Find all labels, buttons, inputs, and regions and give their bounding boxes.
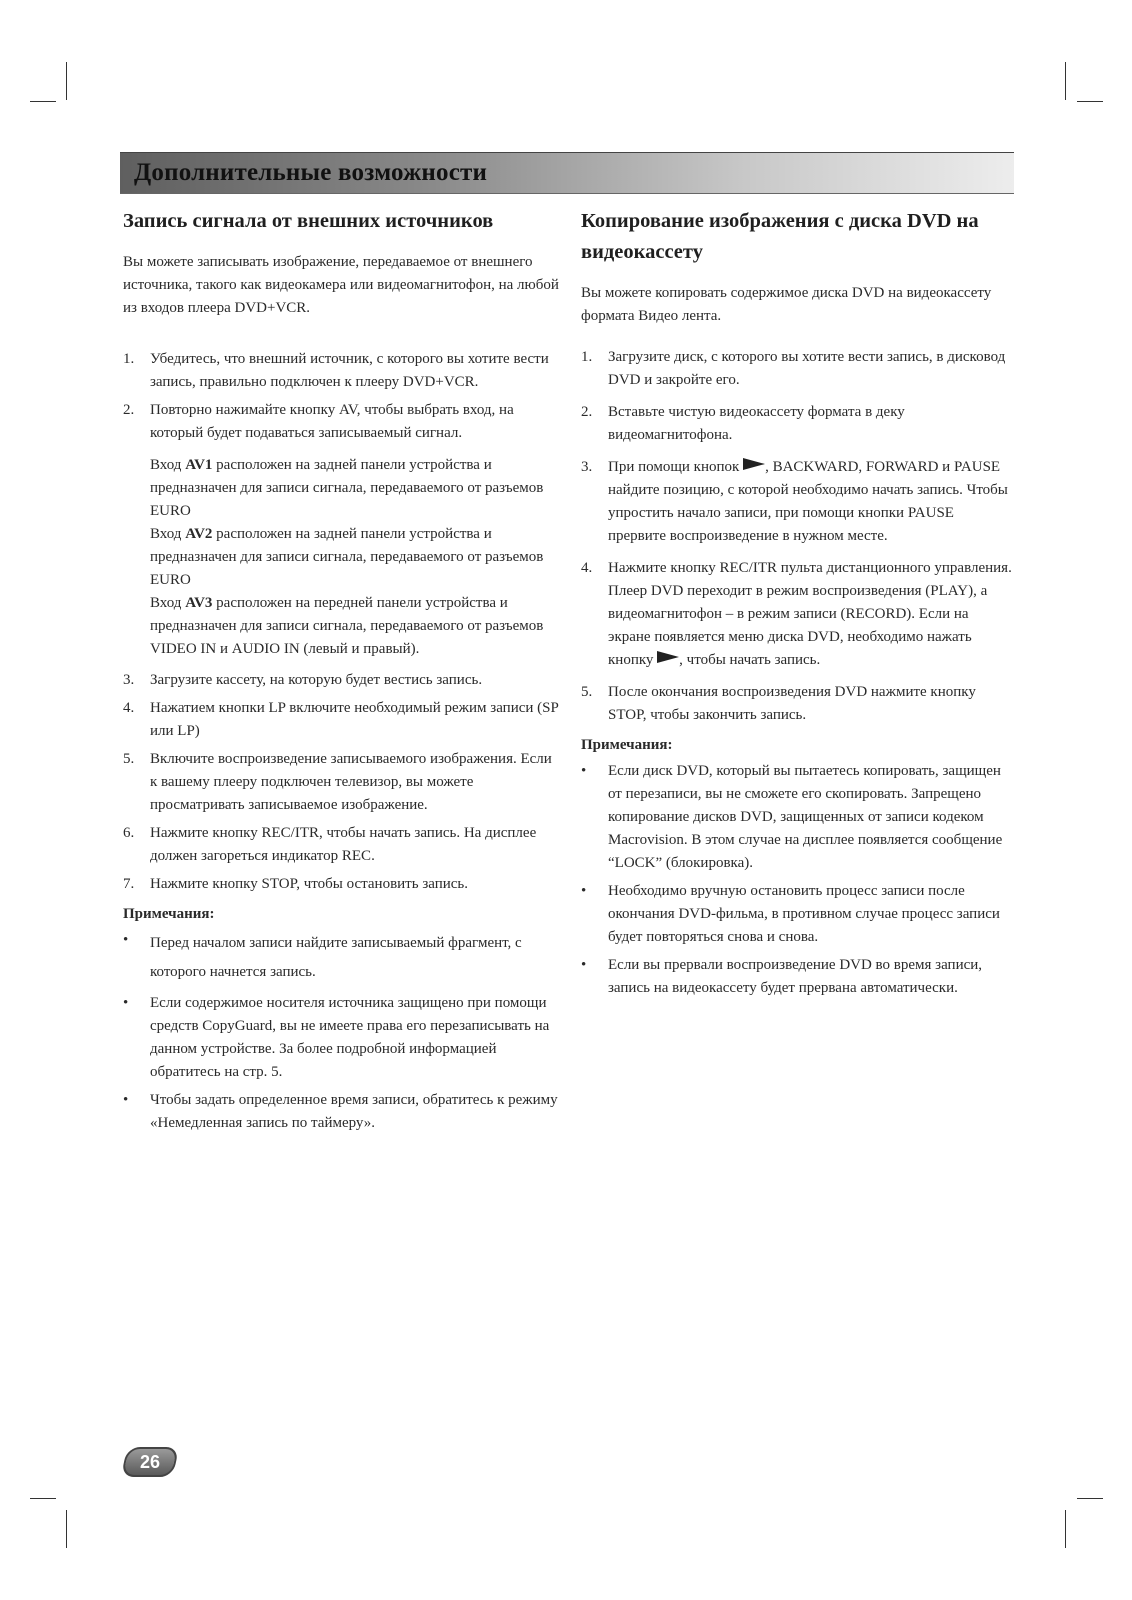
step-number: 4. — [123, 700, 135, 716]
note-item — [123, 929, 561, 987]
step-item — [123, 399, 561, 445]
step-item — [123, 822, 561, 868]
step-number: 5. — [123, 751, 135, 767]
right-steps — [581, 346, 1013, 727]
input-av3: Вход AV3 расположен на передней панели устройства и предназначен для записи сигнала, передаваемого от разъемов VIDEO IN и AUDIO IN (левый и правый). — [150, 595, 544, 657]
step-item — [123, 697, 561, 743]
input-av2: Вход AV2 расположен на задней панели устройства и предназначен для записи сигнала, передаваемого от разъемов EURO — [150, 526, 544, 588]
step-text: Загрузите диск, с которого вы хотите вести запись, в дисковод DVD и закройте его. — [608, 349, 1006, 388]
note-text: Если диск DVD, который вы пытаетесь копировать, защищен от перезаписи, вы не сможете его скопировать. Запрещено копирование дисков DVD, защищенных от записи кодеком Macrovision. В этом случае на дисплее появляется сообщение “LOCK” (блокировка). — [608, 763, 1003, 871]
bullet-icon: • — [123, 995, 129, 1011]
note-text: Если содержимое носителя источника защищено при помощи средств CopyGuard, вы не имеете права его перезаписывать на данном устройстве. За более подробной информацией обратитесь на стр. 5. — [150, 995, 550, 1080]
step-text: Загрузите кассету, на которую будет вестись запись. — [150, 672, 483, 688]
step-item — [581, 681, 1013, 727]
step-number: 2. — [123, 402, 135, 418]
note-text: Перед началом записи найдите записываемый фрагмент, с которого начнется запись. — [150, 935, 522, 980]
right-notes — [581, 760, 1013, 1000]
right-heading: Копирование изображения с диска DVD на видеокассету — [581, 210, 979, 263]
bullet-icon: • — [581, 763, 587, 779]
crop-mark — [66, 62, 67, 100]
step-item — [123, 873, 561, 896]
step-item — [123, 748, 561, 817]
bullet-icon: • — [123, 1092, 129, 1108]
notes-heading: Примечания: — [123, 906, 215, 922]
crop-mark — [66, 1510, 67, 1548]
step-number: 6. — [123, 825, 135, 841]
left-steps-continued — [123, 669, 561, 896]
step-number: 1. — [123, 351, 135, 367]
right-intro: Вы можете копировать содержимое диска DVD на видеокассету формата Видео лента. — [581, 285, 992, 324]
av-inputs-description — [123, 454, 561, 661]
note-item — [123, 992, 561, 1084]
step-item — [581, 346, 1013, 392]
notes-heading: Примечания: — [581, 737, 673, 753]
step-text: Повторно нажимайте кнопку AV, чтобы выбрать вход, на который будет подаваться записываемый сигнал. — [150, 402, 514, 441]
step-item — [123, 669, 561, 692]
step-text: , чтобы начать запись. — [679, 652, 821, 668]
note-item — [581, 760, 1013, 875]
step-number: 1. — [581, 349, 593, 365]
step-text: , BACKWARD, FORWARD и PAUSE найдите позицию, с которой необходимо начать запись. Чтобы упростить начало записи, при помощи кнопки PAUSE прервите воспроизведение в нужном месте. — [608, 459, 1008, 544]
step-number: 5. — [581, 684, 593, 700]
crop-mark — [1065, 62, 1066, 100]
step-number: 3. — [123, 672, 135, 688]
step-text: Включите воспроизведение записываемого изображения. Если к вашему плееру подключен телевизор, вы можете просматривать записываемое изображение. — [150, 751, 552, 813]
step-item — [581, 456, 1013, 548]
step-text: Нажмите кнопку REC/ITR, чтобы начать запись. На дисплее должен загореться индикатор REC. — [150, 825, 537, 864]
step-text: После окончания воспроизведения DVD нажмите кнопку STOP, чтобы закончить запись. — [608, 684, 976, 723]
step-item — [581, 557, 1013, 672]
page-number-badge — [121, 1447, 179, 1477]
left-intro: Вы можете записывать изображение, передаваемое от внешнего источника, такого как видеокамера или видеомагнитофон, на любой из входов плеера DVD+VCR. — [123, 254, 559, 316]
step-text: Нажатием кнопки LP включите необходимый режим записи (SP или LP) — [150, 700, 559, 739]
crop-mark — [30, 101, 56, 102]
play-triangle-icon — [743, 458, 765, 470]
input-av1: Вход AV1 расположен на задней панели устройства и предназначен для записи сигнала, передаваемого от разъемов EURO — [150, 457, 544, 519]
note-item — [123, 1089, 561, 1135]
left-notes — [123, 929, 561, 1135]
crop-mark — [30, 1498, 56, 1499]
step-item — [581, 401, 1013, 447]
step-number: 3. — [581, 459, 593, 475]
left-heading: Запись сигнала от внешних источников — [123, 210, 494, 232]
step-item — [123, 348, 561, 394]
play-triangle-icon — [657, 651, 679, 663]
right-column — [581, 206, 1013, 1005]
section-header-bar — [120, 152, 1014, 194]
left-steps — [123, 348, 561, 445]
page-title: Дополнительные возможности — [134, 159, 488, 186]
bullet-icon: • — [581, 957, 587, 973]
step-text: Нажмите кнопку REC/ITR пульта дистанционного управления. Плеер DVD переходит в режим воспроизведения (PLAY), а видеомагнитофон – в режим записи (RECORD). Если на экране появляется меню диска DVD, необходимо нажать кнопку — [608, 560, 1012, 668]
page-number: 26 — [139, 1452, 161, 1472]
note-text: Чтобы задать определенное время записи, обратитесь к режиму «Немедленная запись по таймеру». — [150, 1092, 558, 1131]
note-text: Если вы прервали воспроизведение DVD во время записи, запись на видеокассету будет прервана автоматически. — [608, 957, 983, 996]
step-number: 2. — [581, 404, 593, 420]
note-item — [581, 954, 1013, 1000]
step-number: 4. — [581, 560, 593, 576]
note-item — [581, 880, 1013, 949]
left-column — [123, 206, 561, 1140]
step-text: Вставьте чистую видеокассету формата в деку видеомагнитофона. — [608, 404, 905, 443]
crop-mark — [1077, 101, 1103, 102]
note-text: Необходимо вручную остановить процесс записи после окончания DVD-фильма, в противном случае процесс записи будет повторяться снова и снова. — [608, 883, 1000, 945]
crop-mark — [1065, 1510, 1066, 1548]
step-number: 7. — [123, 876, 135, 892]
step-text: Убедитесь, что внешний источник, с которого вы хотите вести запись, правильно подключен к плееру DVD+VCR. — [150, 351, 549, 390]
bullet-icon: • — [581, 883, 587, 899]
step-text: Нажмите кнопку STOP, чтобы остановить запись. — [150, 876, 469, 892]
crop-mark — [1077, 1498, 1103, 1499]
step-text: При помощи кнопок — [608, 459, 744, 475]
bullet-icon: • — [123, 932, 129, 948]
